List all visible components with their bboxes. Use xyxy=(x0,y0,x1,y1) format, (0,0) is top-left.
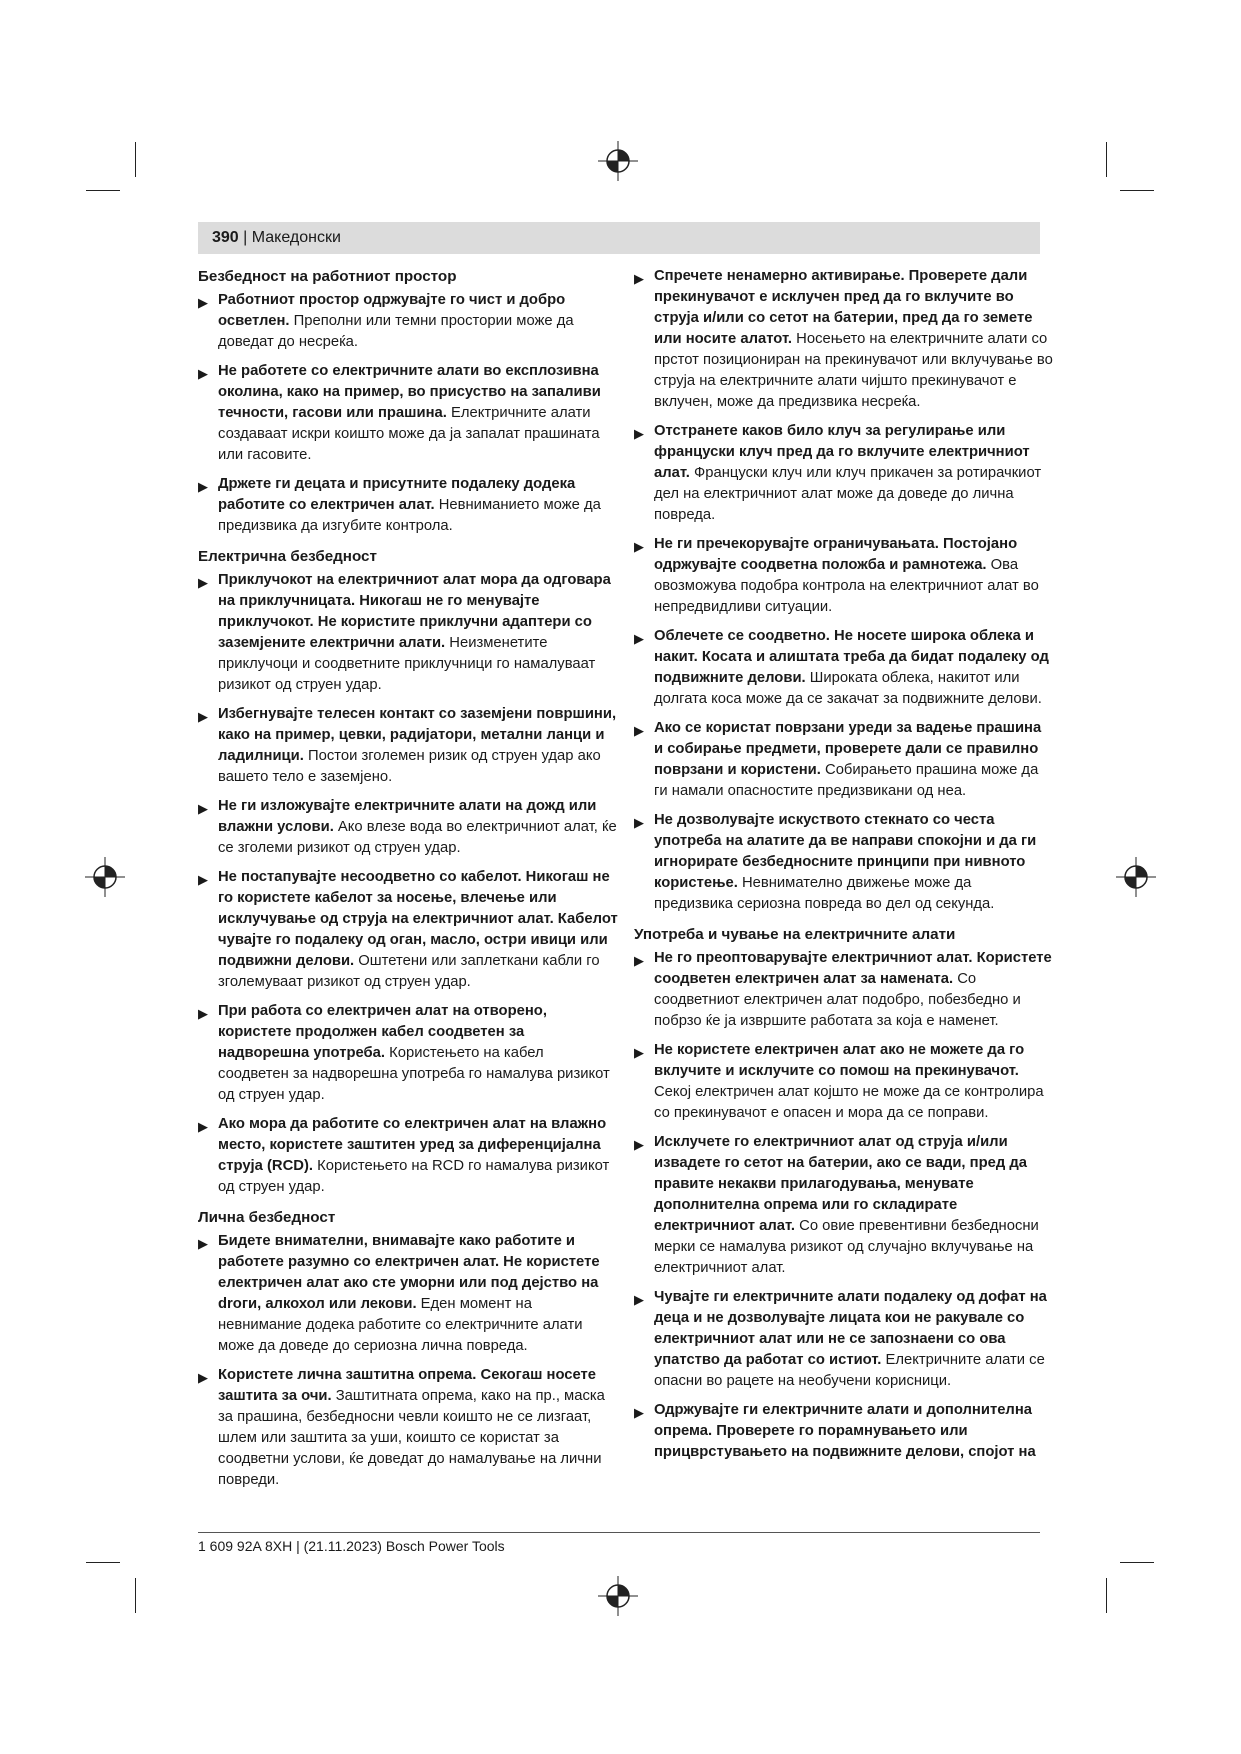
item-instruction: Бидете внимателни, внимавајте како работите и работете разумно со електричен алат. Не користете електричен алат ако сте уморни или под дејство на droги, алкохол или лекови. xyxy=(218,1233,600,1312)
bullet-arrow-icon: ▶ xyxy=(198,1119,208,1134)
item-explanation: Широката облека, накитот или долгата коса може да се закачат за подвижните делови. xyxy=(654,670,1042,707)
item-explanation: Заштитната опрема, како на пр., маска за прашина, безбедносни чевли коишто не се лизгаат, шлем или заштита за уши, коишто се користат за соодветни услови, ќе доведат до намалување на лични повреди. xyxy=(218,1388,605,1488)
list-item xyxy=(198,290,618,353)
item-instruction: Работниот простор одржувајте го чист и добро осветлен. xyxy=(218,292,566,329)
crop-mark-top-right-v xyxy=(1106,142,1107,177)
page-footer: 1 609 92A 8XH | (21.11.2023) Bosch Power Tools xyxy=(198,1538,505,1554)
right-column xyxy=(634,266,1054,1471)
item-instruction: Отстранете каков било клуч за регулирање или француски клуч пред да го вклучите електричниот алат. xyxy=(654,423,1030,481)
list-item xyxy=(634,810,1054,915)
item-explanation: Ова овозможува подобра контрола на електричниот алат во непредвидливи ситуации. xyxy=(654,557,1039,615)
bullet-arrow-icon: ▶ xyxy=(198,872,208,887)
item-instruction: Држете ги децата и присутните подалеку додека работите со електричен алат. xyxy=(218,476,576,513)
bullet-arrow-icon: ▶ xyxy=(634,1292,644,1307)
bullet-arrow-icon: ▶ xyxy=(198,1370,208,1385)
bullet-arrow-icon: ▶ xyxy=(634,1405,644,1420)
item-instruction: Ако мора да работите со електричен алат на влажно место, користете заштитен уред за диференцијална струја (RCD). xyxy=(218,1116,607,1174)
item-explanation: Оштетени или заплеткани кабли го зголемуваат ризикот од струен удар. xyxy=(218,953,600,990)
item-explanation: Со овие превентивни безбедносни мерки се намалува ризикот од случајно вклучување на електричниот алат. xyxy=(654,1218,1039,1276)
list-item xyxy=(198,570,618,696)
crop-mark-bottom-right-h xyxy=(1120,1562,1154,1563)
list-item xyxy=(198,1365,618,1491)
item-instruction: Не ги изложувајте електричните алати на дожд или влажни услови. xyxy=(218,798,597,835)
header-language: Македонски xyxy=(251,229,341,246)
bullet-arrow-icon: ▶ xyxy=(634,723,644,738)
item-explanation: Електричните алати создаваат искри коишто може да ја запалат прашината или гасовите. xyxy=(218,405,600,463)
bullet-arrow-icon: ▶ xyxy=(198,575,208,590)
list-item xyxy=(634,1040,1054,1124)
section-heading: Безбедност на работниот простор xyxy=(198,268,457,285)
list-item xyxy=(634,266,1054,413)
item-explanation: Електричните алати се опасни во рацете на необучени корисници. xyxy=(654,1352,1045,1389)
bullet-arrow-icon: ▶ xyxy=(198,1006,208,1021)
bullet-arrow-icon: ▶ xyxy=(634,631,644,646)
bullet-arrow-icon: ▶ xyxy=(198,366,208,381)
list-item xyxy=(198,361,618,466)
bullet-arrow-icon: ▶ xyxy=(198,801,208,816)
crop-mark-bottom-left-h xyxy=(86,1562,120,1563)
bullet-arrow-icon: ▶ xyxy=(198,479,208,494)
item-explanation: Користењето на кабел соодветен за надворешна употреба го намалува ризикот од струен удар. xyxy=(218,1045,610,1103)
list-item xyxy=(198,474,618,537)
list-item xyxy=(634,948,1054,1032)
item-instruction: Не го преоптоварувајте електричниот алат. Користете соодветен електричен алат за намената. xyxy=(654,950,1052,987)
item-explanation: Носењето на електричните алати со прстот позициониран на прекинувачот или вклучување во струја на електричните алати чијшто прекинувачот е вклучен, може да предизвика несреќа. xyxy=(654,331,1053,410)
bullet-arrow-icon: ▶ xyxy=(198,295,208,310)
crop-mark-bottom-right-v xyxy=(1106,1578,1107,1613)
registration-mark-right-icon xyxy=(1116,857,1156,897)
bullet-arrow-icon: ▶ xyxy=(634,1137,644,1152)
item-explanation: Ако влезе вода во електричниот алат, ќе се зголеми ризикот од струен удар. xyxy=(218,819,617,856)
item-explanation: Неизменетите приклучоци и соодветните приклучници го намалуваат ризикот од струен удар. xyxy=(218,635,596,693)
list-item xyxy=(198,1001,618,1106)
item-instruction: Не дозволувајте искуството стекнато со честа употреба на алатите да ве направи спокојни и да ги игнорирате безбедносните принципи при нивното користење. xyxy=(654,812,1037,891)
list-item xyxy=(198,867,618,993)
item-instruction: Приклучокот на електричниот алат мора да одговара на приклучницата. Никогаш не го менувајте приклучокот. Не користите приклучни адаптери со заземјените електрични алати. xyxy=(218,572,611,651)
list-item xyxy=(634,534,1054,618)
item-instruction: Ако се користат поврзани уреди за вадење прашина и собирање предмети, проверете дали се правилно поврзани и користени. xyxy=(654,720,1042,778)
bullet-arrow-icon: ▶ xyxy=(634,953,644,968)
item-instruction: Облечете се соодветно. Не носете широка облека и накит. Косата и алиштата треба да бидат подалеку од подвижните делови. xyxy=(654,628,1049,686)
bullet-arrow-icon: ▶ xyxy=(198,1236,208,1251)
item-explanation: Користењето на RCD го намалува ризикот од струен удар. xyxy=(218,1158,610,1195)
list-item xyxy=(198,704,618,788)
bullet-arrow-icon: ▶ xyxy=(634,539,644,554)
item-explanation: Со соодветниот електричен алат подобро, побезбедно и побрзо ќе ја извршите работата за која е наменет. xyxy=(654,971,1021,1029)
crop-mark-top-left-v xyxy=(135,142,136,177)
list-item xyxy=(198,796,618,859)
bullet-arrow-icon: ▶ xyxy=(634,271,644,286)
bullet-arrow-icon: ▶ xyxy=(634,815,644,830)
item-explanation: Преполни или темни простории може да доведат до несреќа. xyxy=(218,313,574,350)
registration-mark-left-icon xyxy=(85,857,125,897)
item-instruction: При работа со електричен алат на отворено, користете продолжен кабел соодветен за надворешна употреба. xyxy=(218,1003,547,1061)
header-separator: | xyxy=(243,229,248,246)
item-explanation: Секој електричен алат којшто не може да се контролира со прекинувачот е опасен и мора да се поправи. xyxy=(654,1084,1044,1121)
crop-mark-top-right-h xyxy=(1120,190,1154,191)
crop-mark-bottom-left-v xyxy=(135,1578,136,1613)
list-item xyxy=(634,1287,1054,1392)
list-item xyxy=(634,718,1054,802)
item-instruction: Исклучете го електричниот алат од струја и/или извадете го сетот на батерии, ако се вади, пред да правите некакви прилагодувања, менувате дополнителна опрема или го складирате електричниот алат. xyxy=(654,1134,1027,1234)
bullet-arrow-icon: ▶ xyxy=(634,1045,644,1060)
item-explanation: Еден момент на невнимание додека работите со електричните алати може да доведе до сериозна лична повреда. xyxy=(218,1296,583,1354)
item-explanation: Собирањето прашина може да ги намали опасностите предизвикани од неа. xyxy=(654,762,1039,799)
item-instruction: Избегнувајте телесен контакт со заземјени површини, како на пример, цевки, радијатори, метални ланци и ладилници. xyxy=(218,706,617,764)
section-heading: Лична безбедност xyxy=(198,1209,336,1226)
registration-mark-top-icon xyxy=(598,141,638,181)
page-header xyxy=(198,222,1040,254)
item-instruction: Одржувајте ги електричните алати и дополнителна опрема. Проверете го порамнувањето или прицврстувањето на подвижните делови, спојот на xyxy=(654,1402,1036,1460)
list-item xyxy=(634,1400,1054,1463)
bullet-arrow-icon: ▶ xyxy=(634,426,644,441)
list-item xyxy=(198,1114,618,1198)
item-instruction: Чувајте ги електричните алати подалеку од дофат на деца и не дозволувајте лицата кои не ракувале со електричниот алат или не се запознаени со ова упатство да работат со истиот. xyxy=(654,1289,1047,1368)
bullet-arrow-icon: ▶ xyxy=(198,709,208,724)
list-item xyxy=(634,421,1054,526)
list-item xyxy=(634,1132,1054,1279)
crop-mark-top-left-h xyxy=(86,190,120,191)
item-instruction: Не користете електричен алат ако не можете да го вклучите и исклучите со помош на прекинувачот. xyxy=(654,1042,1025,1079)
item-instruction: Спречете ненамерно активирање. Проверете дали прекинувачот е исклучен пред да го вклучите во струја и/или со сетот на батерии, пред да го земете или носите алатот. xyxy=(654,268,1033,347)
footer-divider xyxy=(198,1532,1040,1533)
left-column xyxy=(198,266,618,1499)
item-explanation: Невнимателно движење може да предизвика сериозна повреда во дел од секунда. xyxy=(654,875,995,912)
registration-mark-bottom-icon xyxy=(598,1576,638,1616)
item-instruction: Не ги пречекорувајте ограничувањата. Постојано одржувајте соодветна положба и рамнотежа. xyxy=(654,536,1018,573)
item-explanation: Постои зголемен ризик од струен удар ако вашето тело е заземјено. xyxy=(218,748,601,785)
list-item xyxy=(634,626,1054,710)
item-instruction: Не работете со електричните алати во експлозивна околина, како на пример, во присуство на запаливи течности, гасови или прашина. xyxy=(218,363,601,421)
item-instruction: Не постапувајте несоодветно со кабелот. Никогаш не го користете кабелот за носење, влечење или исклучување од струја на електричниот алат. Кабелот чувајте го подалеку од оган, масло, остри ивици или подвижни делови. xyxy=(218,869,618,969)
item-instruction: Користете лична заштитна опрема. Секогаш носете заштита за очи. xyxy=(218,1367,597,1404)
page-number: 390 xyxy=(212,229,239,246)
item-explanation: Невниманието може да предизвика да изгубите контрола. xyxy=(218,497,601,534)
section-heading: Употреба и чување на електричните алати xyxy=(634,926,956,943)
list-item xyxy=(198,1231,618,1357)
section-heading: Електрична безбедност xyxy=(198,548,377,565)
item-explanation: Француски клуч или клуч прикачен за ротирачкиот дел на електричниот алат може да доведе до лична повреда. xyxy=(654,465,1042,523)
